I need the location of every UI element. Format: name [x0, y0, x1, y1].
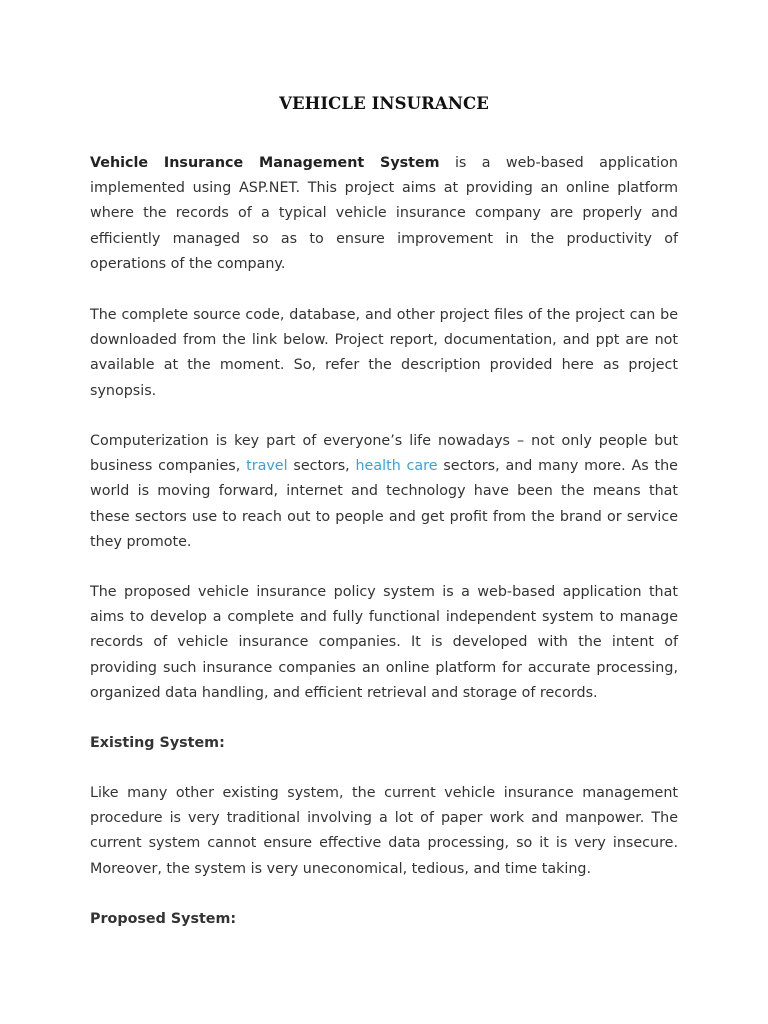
existing-system-heading: Existing System: — [90, 735, 225, 751]
source-code-paragraph: The complete source code, database, and other project files of the project can be downloaded from the link below. Project report, documentation, and ppt are not available at the moment. So, refer the description provided here as project synopsis. — [90, 307, 678, 399]
travel-link[interactable]: travel — [246, 458, 288, 475]
computerization-text-1: Computerization is key part of everyone’s life nowadays – not only people but business companies, — [90, 433, 678, 475]
computerization-text-2: sectors, — [287, 458, 356, 475]
intro-paragraph — [90, 151, 678, 277]
intro-text: is a web-based application implemented using ASP.NET. This project aims at providing an online platform where the records of a typical vehicle insurance company are properly and efficiently managed so as to ensure improvement in the productivity of operations of the company. — [90, 155, 678, 272]
existing-system-paragraph: Like many other existing system, the current vehicle insurance management procedure is very traditional involving a lot of paper work and manpower. The current system cannot ensure effective data processing, so it is very insecure. Moreover, the system is very uneconomical, tedious, and time taking. — [90, 785, 678, 877]
health-care-link[interactable]: health care — [355, 458, 438, 475]
proposed-policy-paragraph: The proposed vehicle insurance policy system is a web-based application that aims to develop a complete and fully functional independent system to manage records of vehicle insurance companies. It is developed with the intent of providing such insurance companies an online platform for accurate processing, organized data handling, and efficient retrieval and storage of records. — [90, 584, 678, 701]
intro-bold-lead: Vehicle Insurance Management System — [90, 155, 440, 171]
computerization-text-3: sectors, and many more. As the world is moving forward, internet and technology have been the means that these sectors use to reach out to people and get profit from the brand or service they promote. — [90, 458, 678, 550]
proposed-system-heading: Proposed System: — [90, 911, 237, 927]
computerization-paragraph — [90, 429, 678, 555]
document-title: VEHICLE INSURANCE — [279, 94, 489, 113]
